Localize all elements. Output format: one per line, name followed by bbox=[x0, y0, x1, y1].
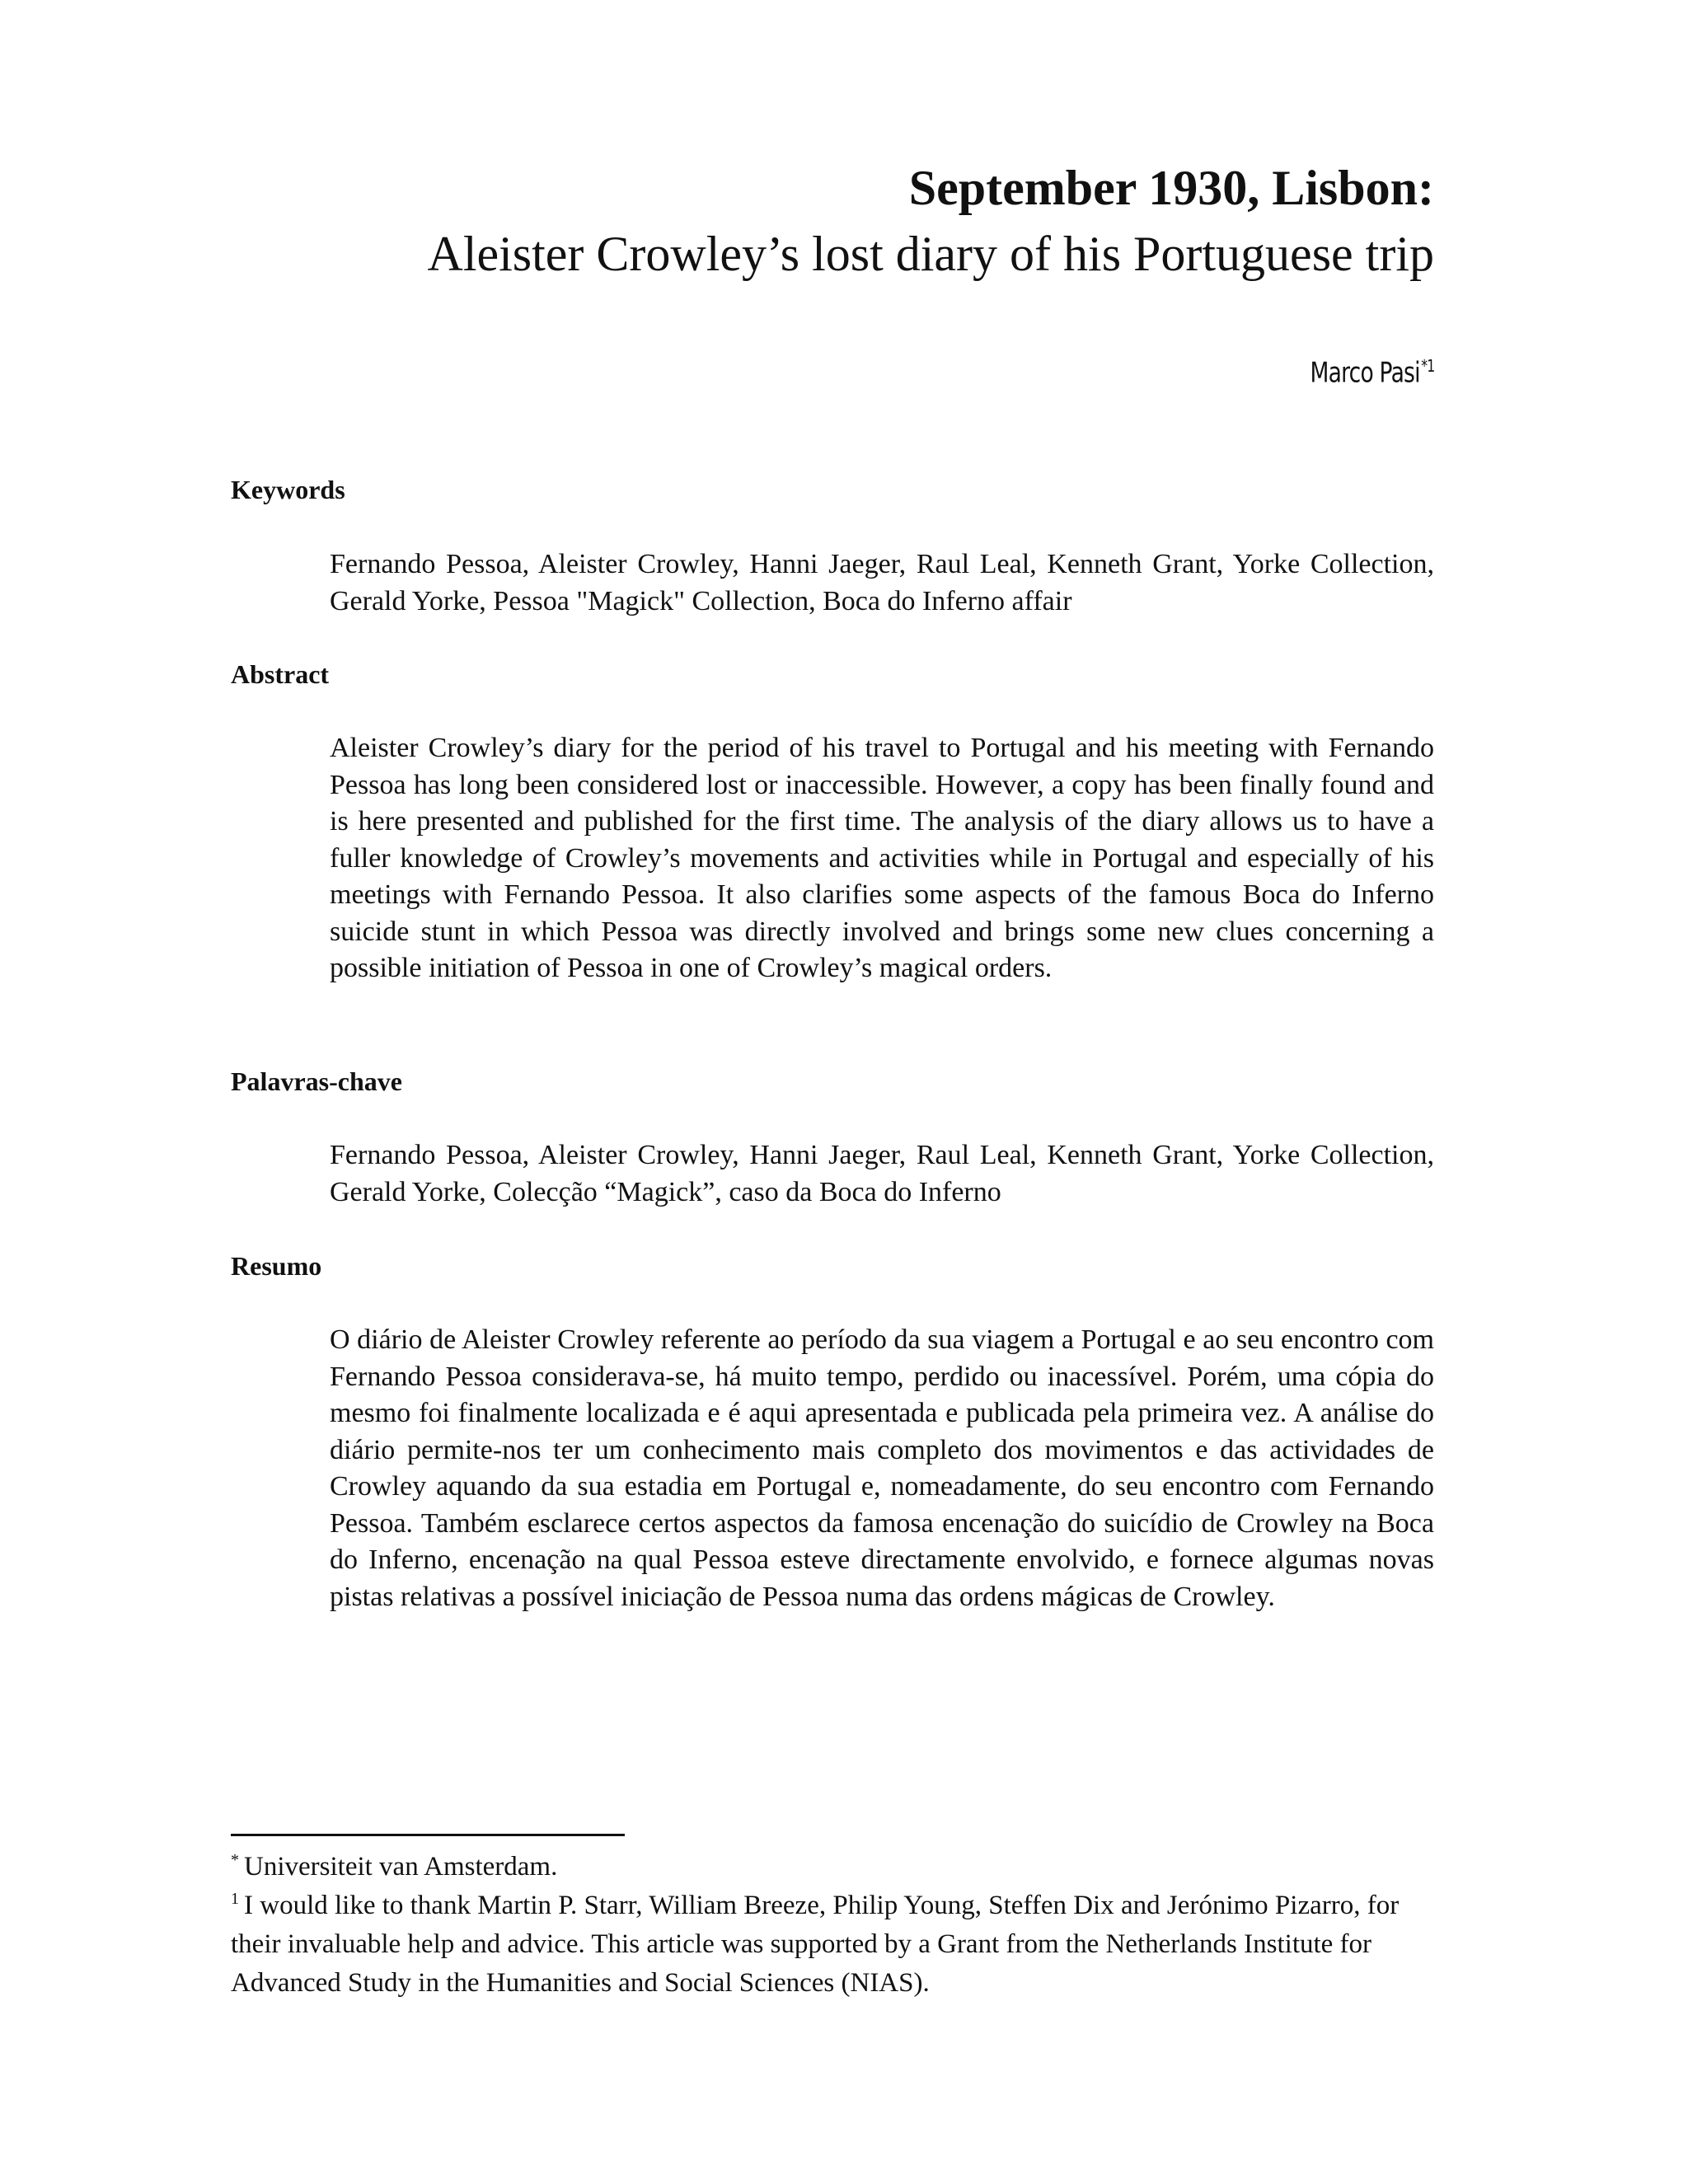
palavras-chave-heading: Palavras-chave bbox=[231, 1066, 402, 1096]
keywords-body: Fernando Pessoa, Aleister Crowley, Hanni Jaeger, Raul Leal, Kenneth Grant, Yorke Collection, Gerald Yorke, Pessoa "Magick" Collection, Boca do Inferno affair bbox=[330, 549, 1434, 616]
footnotes bbox=[231, 1848, 1434, 2003]
resumo-body: O diário de Aleister Crowley referente ao período da sua viagem a Portugal e ao seu encontro com Fernando Pessoa considerava-se, há muito tempo, perdido ou inacessível. Porém, uma cópia do mesmo foi finalmente localizada e é aqui apresentada e publicada pela primeira vez. A análise do diário permite-nos ter um conhecimento mais completo dos movimentos e das actividades de Crowley aquando da sua estadia em Portugal e, nomeadamente, do seu encontro com Fernando Pessoa. Também esclarece certos aspectos da famosa encenação do suicídio de Crowley na Boca do Inferno, encenação na qual Pessoa esteve directamente envolvido, e fornece algumas novas pistas relativas a possível iniciação de Pessoa numa das ordens mágicas de Crowley. bbox=[330, 1324, 1434, 1612]
author-name: Marco Pasi bbox=[1310, 356, 1420, 390]
footnote-divider bbox=[231, 1834, 625, 1836]
footnote-mark: 1 bbox=[231, 1890, 239, 1908]
author-line bbox=[1310, 356, 1434, 389]
resumo-heading: Resumo bbox=[231, 1251, 322, 1281]
title-block bbox=[231, 157, 1434, 288]
abstract-heading: Abstract bbox=[231, 659, 330, 689]
footnote-mark: * bbox=[231, 1851, 239, 1869]
title-subtitle: Aleister Crowley’s lost diary of his Portuguese trip bbox=[427, 227, 1434, 281]
footnote-item bbox=[231, 1886, 1434, 2003]
author-footnote-marks: *1 bbox=[1420, 356, 1434, 376]
title-main: September 1930, Lisbon: bbox=[908, 161, 1434, 215]
footnote-item bbox=[231, 1848, 1434, 1886]
palavras-chave-body: Fernando Pessoa, Aleister Crowley, Hanni Jaeger, Raul Leal, Kenneth Grant, Yorke Collection, Gerald Yorke, Colecção “Magick”, caso da Boca do Inferno bbox=[330, 1140, 1434, 1207]
abstract-body: Aleister Crowley’s diary for the period of his travel to Portugal and his meeting with Fernando Pessoa has long been considered lost or inaccessible. However, a copy has been finally found and is here presented and published for the first time. The analysis of the diary allows us to have a fuller knowledge of Crowley’s movements and activities while in Portugal and especially of his meetings with Fernando Pessoa. It also clarifies some aspects of the famous Boca do Inferno suicide stunt in which Pessoa was directly involved and brings some new clues concerning a possible initiation of Pessoa in one of Crowley’s magical orders. bbox=[330, 733, 1434, 983]
footnote-text: I would like to thank Martin P. Starr, William Breeze, Philip Young, Steffen Dix and Jerónimo Pizarro, for their invaluable help and advice. This article was supported by a Grant from the Netherlands Institute for Advanced Study in the Humanities and Social Sciences (NIAS). bbox=[231, 1891, 1400, 1998]
footnote-text: Universiteit van Amsterdam. bbox=[244, 1852, 558, 1882]
keywords-heading: Keywords bbox=[231, 475, 345, 504]
